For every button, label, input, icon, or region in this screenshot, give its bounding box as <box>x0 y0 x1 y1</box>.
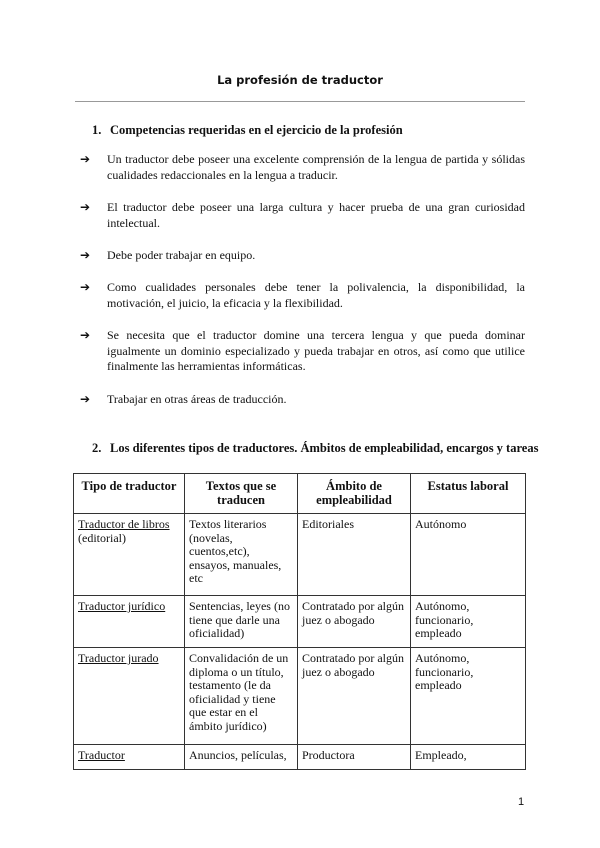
header-cell: Ámbito de empleabilidad <box>298 474 411 514</box>
section-2-heading <box>92 441 538 456</box>
texts-cell: Convalidación de un diploma o un título, testamento (le da oficialidad y tiene que estar en el ámbito jurídico) <box>185 648 298 745</box>
arrow-icon: ➔ <box>80 200 91 214</box>
status-cell: Autónomo <box>411 514 526 596</box>
document-title: La profesión de traductor <box>217 73 383 87</box>
type-note: (editorial) <box>78 530 126 545</box>
page-number: 1 <box>518 796 525 808</box>
header-cell: Estatus laboral <box>411 474 526 514</box>
table-row <box>74 745 526 770</box>
scope-cell: Productora <box>298 745 411 770</box>
bullet-item <box>80 280 525 311</box>
status-cell: Autónomo, funcionario, empleado <box>411 596 526 648</box>
bullet-item <box>80 328 525 375</box>
bullet-text: Trabajar en otras áreas de traducción. <box>107 392 287 406</box>
bullet-text: Un traductor debe poseer una excelente comprensión de la lengua de partida y sólidas cualidades redaccionales en la lengua a traducir. <box>107 152 525 182</box>
bullet-text: Como cualidades personales debe tener la polivalencia, la disponibilidad, la motivación, el juicio, la eficacia y la flexibilidad. <box>107 280 525 310</box>
texts-cell: Textos literarios (novelas, cuentos,etc), ensayos, manuales, etc <box>185 514 298 596</box>
translator-types-table <box>73 473 526 770</box>
type-label: Traductor <box>78 748 125 762</box>
bullet-item <box>80 200 525 231</box>
type-label: Traductor jurado <box>78 651 159 665</box>
bullet-item <box>80 392 525 408</box>
arrow-icon: ➔ <box>80 152 91 166</box>
section-heading-text: Los diferentes tipos de traductores. Ámbitos de empleabilidad, encargos y tareas <box>110 441 539 455</box>
status-cell: Autónomo, funcionario, empleado <box>411 648 526 745</box>
bullet-text: Se necesita que el traductor domine una tercera lengua y que pueda dominar igualmente un dominio especializado y pueda trabajar en otros, así como que utilice finalmente las herramientas informáticas. <box>107 328 525 373</box>
scope-cell: Editoriales <box>298 514 411 596</box>
scope-cell: Contratado por algún juez o abogado <box>298 648 411 745</box>
type-cell <box>74 514 185 596</box>
texts-cell: Sentencias, leyes (no tiene que darle una oficialidad) <box>185 596 298 648</box>
bullet-item <box>80 248 525 264</box>
table-row <box>74 648 526 745</box>
arrow-icon: ➔ <box>80 248 91 262</box>
type-label: Traductor de libros <box>78 517 170 531</box>
scope-cell: Contratado por algún juez o abogado <box>298 596 411 648</box>
title-divider <box>75 101 525 102</box>
section-number: 2. <box>92 441 102 455</box>
status-cell: Empleado, <box>411 745 526 770</box>
arrow-icon: ➔ <box>80 392 91 406</box>
type-cell <box>74 745 185 770</box>
table-row <box>74 514 526 596</box>
section-1-heading <box>92 123 403 138</box>
bullet-item <box>80 152 525 183</box>
table-header-row <box>74 474 526 514</box>
type-cell <box>74 596 185 648</box>
arrow-icon: ➔ <box>80 280 91 294</box>
section-number: 1. <box>92 123 102 137</box>
texts-cell: Anuncios, películas, <box>185 745 298 770</box>
arrow-icon: ➔ <box>80 328 91 342</box>
type-label: Traductor jurídico <box>78 599 166 613</box>
type-cell <box>74 648 185 745</box>
table-row <box>74 596 526 648</box>
header-cell: Tipo de traductor <box>74 474 185 514</box>
bullet-text: El traductor debe poseer una larga cultura y hacer prueba de una gran curiosidad intelectual. <box>107 200 525 230</box>
section-heading-text: Competencias requeridas en el ejercicio de la profesión <box>110 123 403 137</box>
header-cell: Textos que se traducen <box>185 474 298 514</box>
bullet-text: Debe poder trabajar en equipo. <box>107 248 256 262</box>
